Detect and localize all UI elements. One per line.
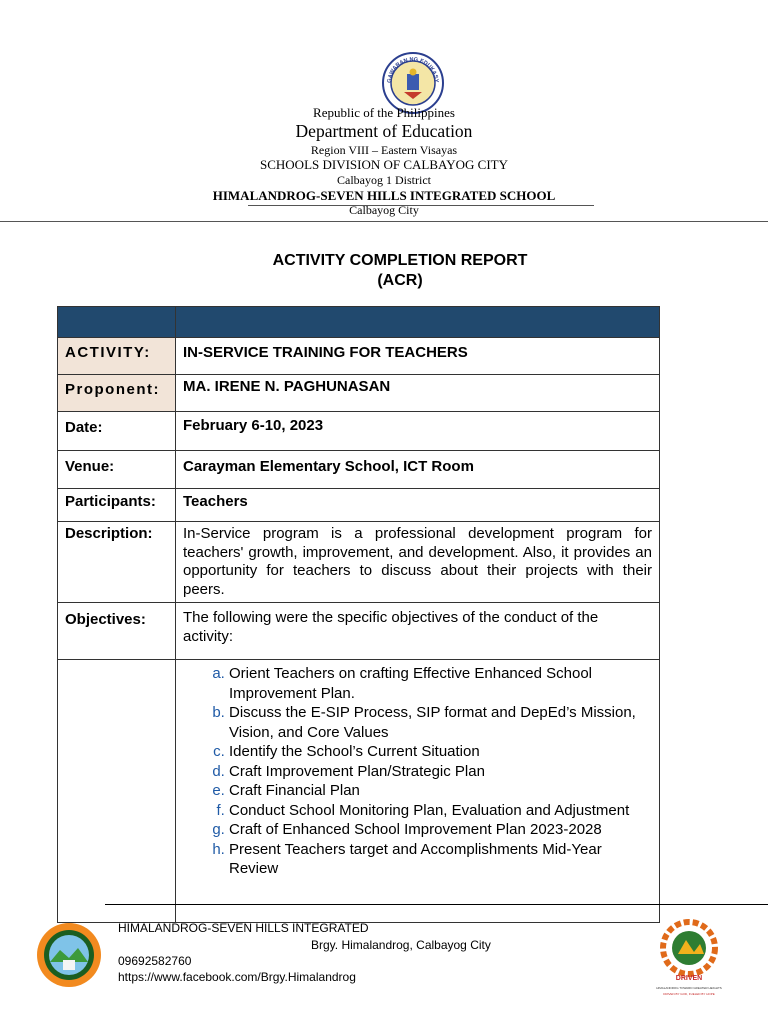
row-participants bbox=[58, 489, 660, 522]
row-objectives-list bbox=[58, 660, 660, 923]
description-label: Description: bbox=[65, 525, 153, 542]
header-department: Department of Education bbox=[295, 121, 473, 141]
row-objectives bbox=[58, 603, 660, 660]
school-logo bbox=[36, 922, 102, 988]
date-value: February 6-10, 2023 bbox=[183, 417, 324, 434]
driven-logo bbox=[648, 918, 730, 1004]
footer-address: Brgy. Himalandrog, Calbayog City bbox=[311, 938, 491, 952]
description-text: In-Service program is a professional development program for teachers' growth, improvement, and development. Also, it provides an opportunity for teachers to discuss about their projects with their peers. bbox=[183, 525, 652, 598]
objectives-list bbox=[183, 660, 652, 879]
header-division: SCHOOLS DIVISION OF CALBAYOG CITY bbox=[260, 157, 508, 172]
objective-item: f. Conduct School Monitoring Plan, Evaluation and Adjustment bbox=[229, 801, 652, 821]
venue-label: Venue: bbox=[65, 458, 115, 475]
header-district: Calbayog 1 District bbox=[337, 173, 431, 187]
participants-label: Participants: bbox=[65, 493, 156, 510]
objective-item: h. Present Teachers target and Accomplishments Mid-Year Review bbox=[229, 840, 652, 879]
footer-facebook-link[interactable]: https://www.facebook.com/Brgy.Himalandrog bbox=[118, 970, 356, 984]
row-description bbox=[58, 522, 660, 603]
proponent-label: Proponent: bbox=[65, 381, 160, 398]
report-subtitle: (ACR) bbox=[377, 272, 423, 289]
activity-label: ACTIVITY: bbox=[65, 344, 151, 361]
objective-item: d. Craft Improvement Plan/Strategic Plan bbox=[229, 762, 652, 782]
objectives-intro: The following were the specific objectives of the conduct of the activity: bbox=[183, 609, 599, 645]
row-activity bbox=[58, 338, 660, 375]
objective-item: a. Orient Teachers on crafting Effective Enhanced School Improvement Plan. bbox=[229, 664, 652, 703]
venue-value: Carayman Elementary School, ICT Room bbox=[183, 458, 474, 475]
driven-logo-text-2: DRIVEN BY GOD, FUELED BY HOPE bbox=[663, 992, 715, 996]
date-label: Date: bbox=[65, 419, 103, 436]
header-region: Region VIII – Eastern Visayas bbox=[310, 143, 458, 157]
objective-item: c. Identify the School’s Current Situation bbox=[229, 742, 652, 762]
header-republic: Republic of the Philippines bbox=[313, 105, 455, 120]
footer-phone: 09692582760 bbox=[118, 954, 192, 968]
activity-value: IN-SERVICE TRAINING FOR TEACHERS bbox=[183, 344, 468, 361]
report-title: ACTIVITY COMPLETION REPORT bbox=[272, 252, 528, 269]
table-header-bar bbox=[58, 307, 660, 338]
objective-item: b. Discuss the E-SIP Process, SIP format and DepEd’s Mission, Vision, and Core Values bbox=[229, 703, 652, 742]
objectives-label: Objectives: bbox=[65, 611, 146, 628]
seal-text: GAWARAN NG EDUKASY bbox=[386, 56, 440, 84]
row-date bbox=[58, 412, 660, 451]
proponent-value: MA. IRENE N. PAGHUNASAN bbox=[183, 378, 391, 395]
footer-school-name: HIMALANDROG-SEVEN HILLS INTEGRATED bbox=[118, 921, 369, 935]
objective-item: e. Craft Financial Plan bbox=[229, 781, 652, 801]
acr-table bbox=[57, 306, 660, 923]
participants-value: Teachers bbox=[183, 493, 248, 510]
header-divider bbox=[0, 221, 768, 222]
footer-divider bbox=[105, 904, 768, 905]
header-city: Calbayog City bbox=[349, 203, 419, 217]
header-school-name: HIMALANDROG-SEVEN HILLS INTEGRATED SCHOOL bbox=[212, 188, 556, 203]
driven-logo-text-1: HIMALANDROG TOWARD GREATER HEIGHTS bbox=[656, 986, 722, 990]
row-proponent bbox=[58, 375, 660, 412]
driven-logo-name: DRIVEN bbox=[675, 975, 703, 982]
row-venue bbox=[58, 451, 660, 489]
objective-item: g. Craft of Enhanced School Improvement Plan 2023-2028 bbox=[229, 820, 652, 840]
